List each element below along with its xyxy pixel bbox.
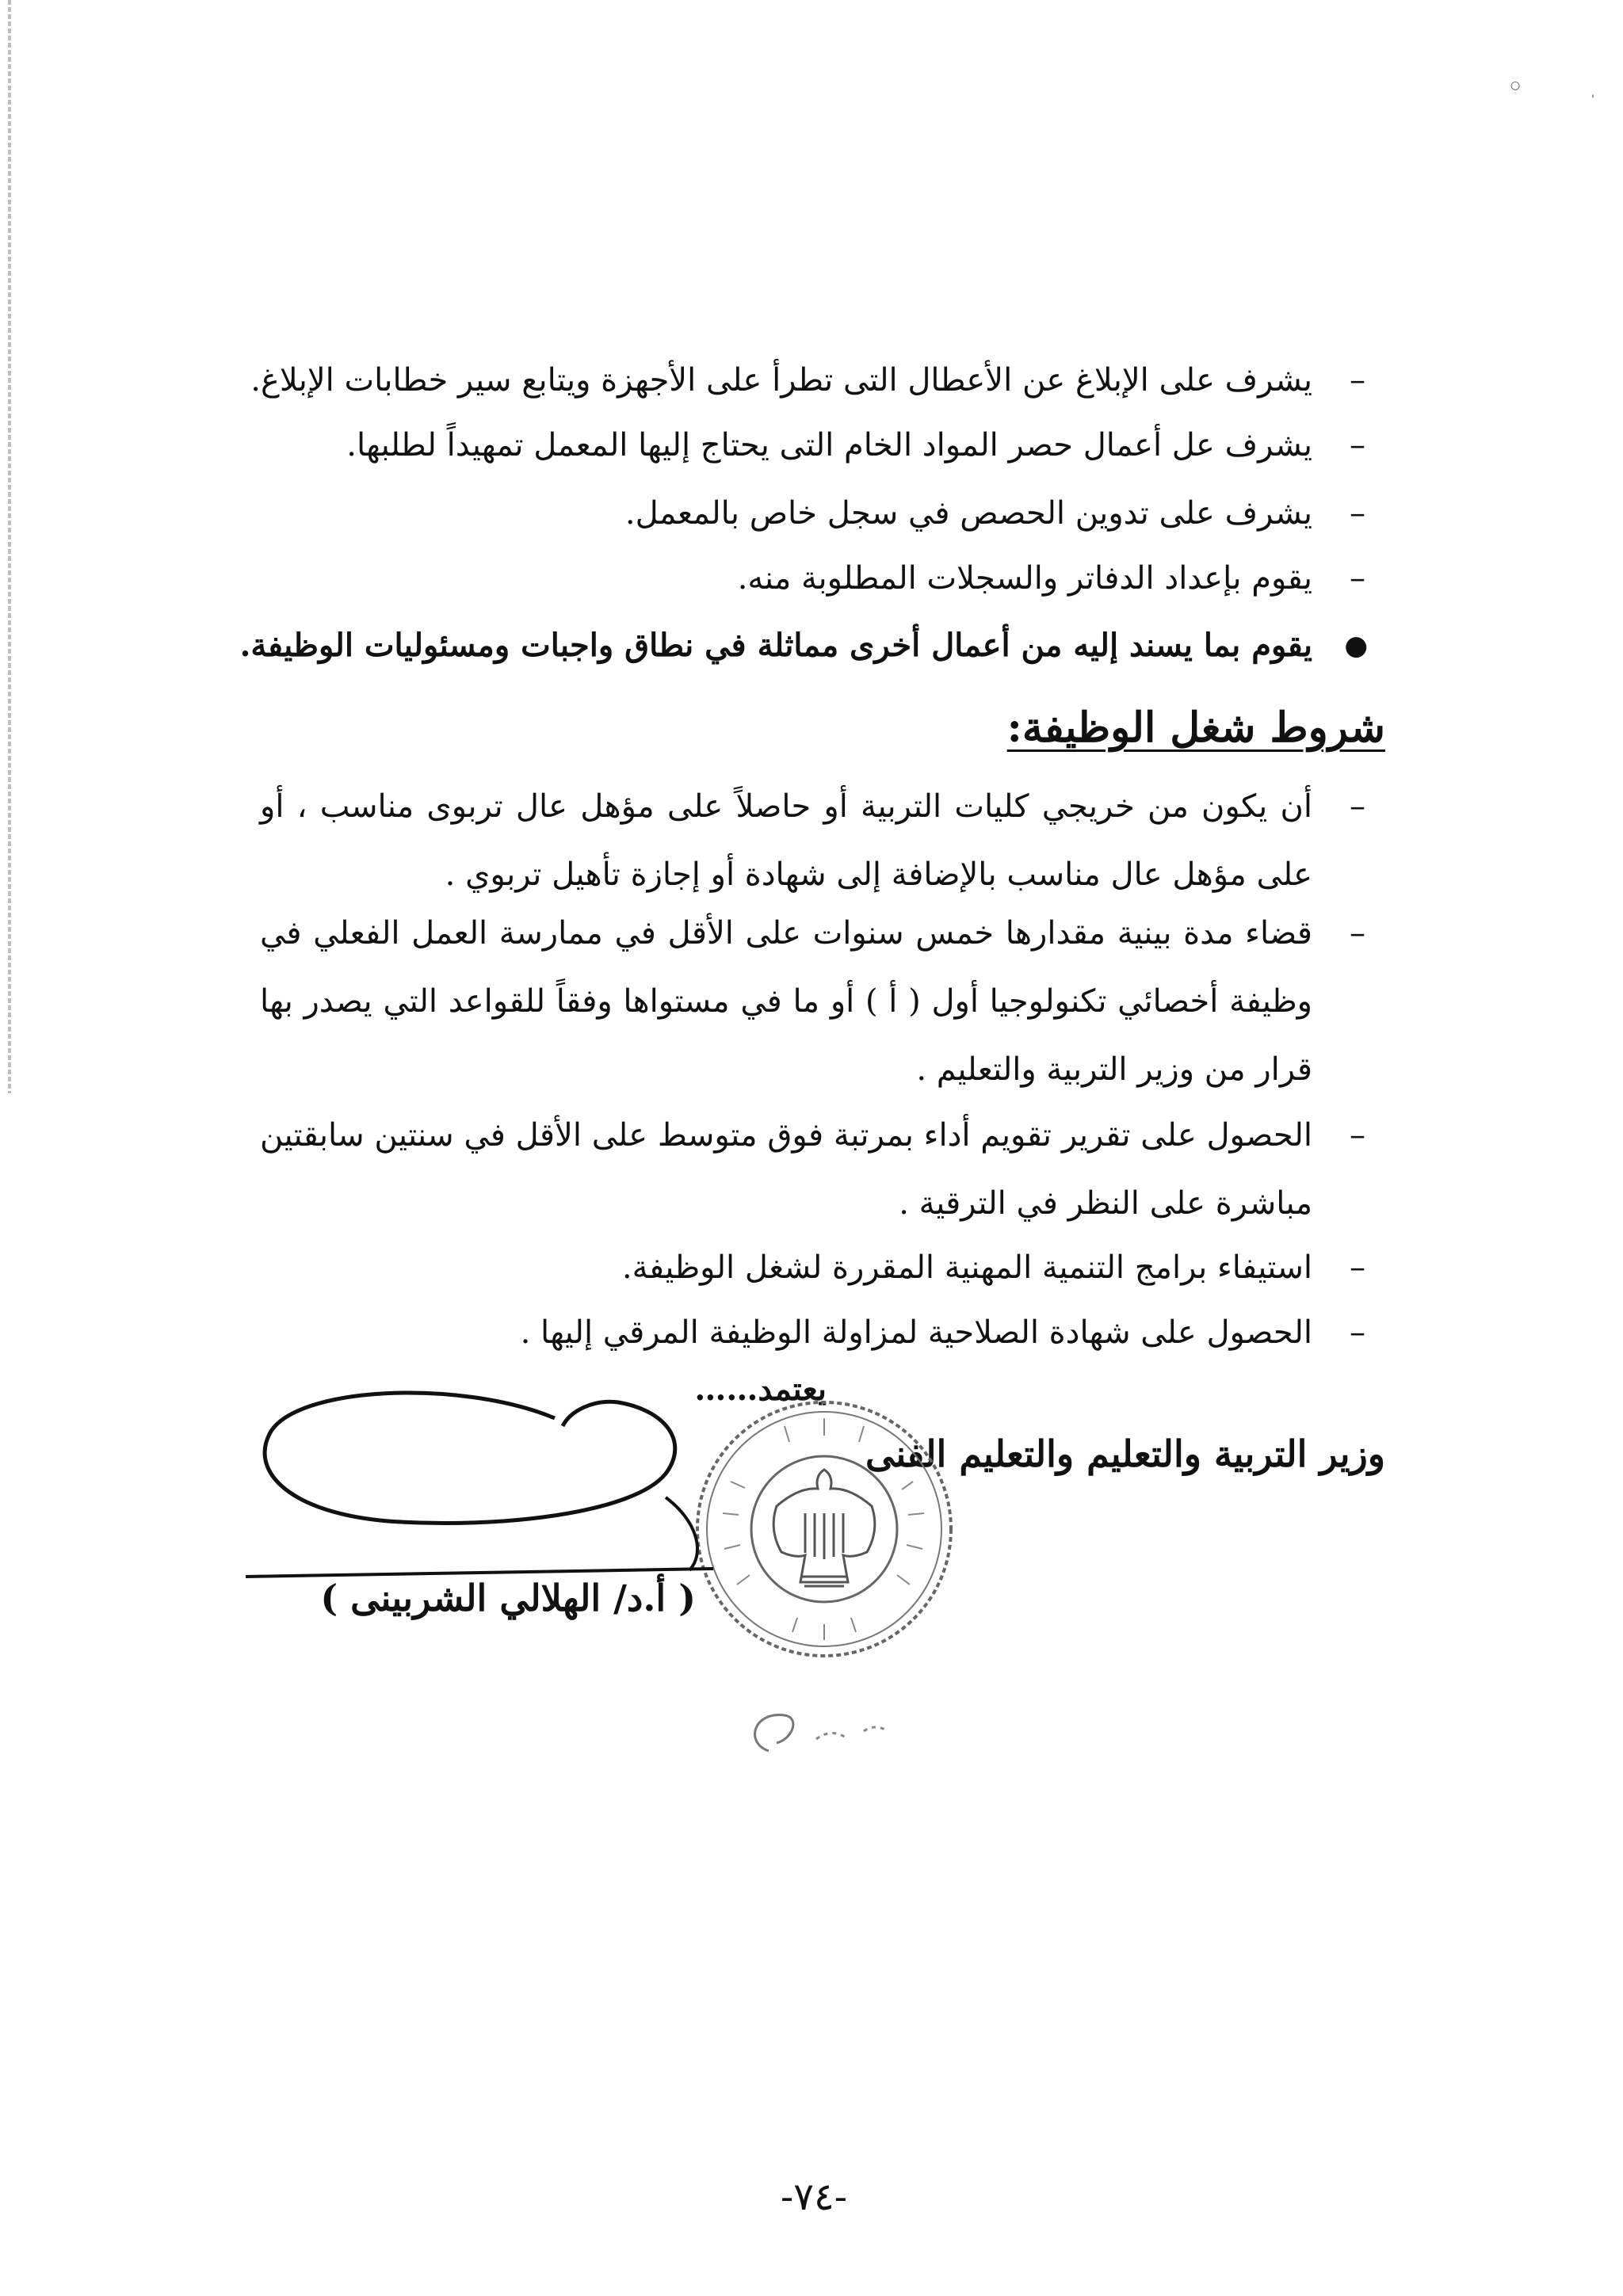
bullet-marker: ● xyxy=(1344,630,1368,662)
duty-text: يشرف على تدوين الحصص في سجل خاص بالمعمل. xyxy=(624,495,1312,532)
scan-speck: ' xyxy=(1591,93,1594,106)
signer-name: ( أ.د/ الهلالي الشربينى ) xyxy=(320,1577,696,1619)
scan-speck: ○ xyxy=(1510,79,1521,92)
condition-text: استيفاء برامج التنمية المهنية المقررة لشغل الوظيفة. xyxy=(621,1249,1312,1286)
dash-marker: – xyxy=(1350,495,1365,532)
dash-marker: – xyxy=(1350,362,1365,399)
duty-text: يشرف على الإبلاغ عن الأعطال التى تطرأ على الأجهزة ويتابع سير خطابات الإبلاغ. xyxy=(250,362,1312,399)
condition-text: الحصول على تقرير تقويم أداء بمرتبة فوق متوسط على الأقل في سنتين سابقتين مباشرة على النظر في الترقية . xyxy=(260,1117,1312,1222)
condition-text: أن يكون من خريجي كليات التربية أو حاصلاً على مؤهل عال تربوى مناسب ، أو على مؤهل عال مناسب بالإضافة إلى شهادة أو إجازة تأهيل تربوي . xyxy=(260,788,1312,893)
dash-marker: – xyxy=(1350,1314,1365,1351)
initials-scribble xyxy=(737,1695,911,1767)
conditions-heading: شروط شغل الوظيفة: xyxy=(1006,704,1385,752)
condition-text: قضاء مدة بينية مقدارها خمس سنوات على الأقل في ممارسة العمل الفعلي في وظيفة أخصائي تكنولوجيا أول ( أ ) أو ما في مستواها وفقاً للقواعد التي يصدر بها قرار من وزير التربية والتعليم . xyxy=(260,915,1312,1088)
approval-label: يعتمد…… xyxy=(694,1371,827,1408)
dash-marker: – xyxy=(1350,1117,1365,1154)
dash-marker: – xyxy=(1350,915,1365,952)
condition-item xyxy=(260,899,1369,1104)
condition-item xyxy=(260,772,1369,909)
condition-item xyxy=(260,1101,1369,1238)
handwritten-signature xyxy=(222,1363,777,1616)
duty-bullet-text: يقوم بما يسند إليه من أعمال أخرى مماثلة في نطاق واجبات ومسئوليات الوظيفة. xyxy=(239,627,1312,664)
duty-text: يشرف عل أعمال حصر المواد الخام التى يحتاج إليها المعمل تمهيداً لطلبها. xyxy=(346,427,1312,463)
page-number: -٧٤- xyxy=(781,2175,847,2219)
minister-title: وزير التربية والتعليم والتعليم الفنى xyxy=(865,1432,1385,1475)
dash-marker: – xyxy=(1350,560,1365,597)
dash-marker: – xyxy=(1350,1249,1365,1286)
dash-marker: – xyxy=(1350,788,1365,825)
duty-text: يقوم بإعداد الدفاتر والسجلات المطلوبة منه. xyxy=(737,560,1312,597)
dash-marker: – xyxy=(1350,427,1365,463)
condition-text: الحصول على شهادة الصلاحية لمزاولة الوظيفة المرقي إليها . xyxy=(520,1314,1312,1351)
